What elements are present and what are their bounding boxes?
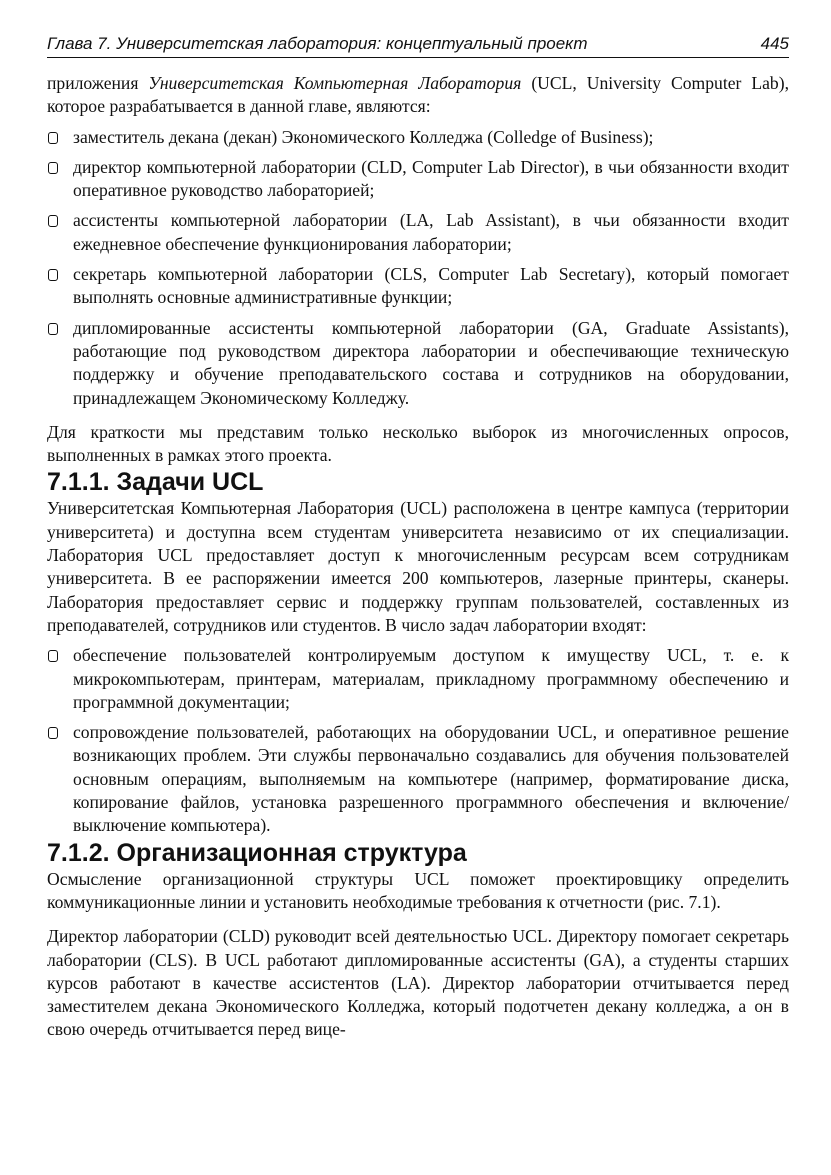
- checkbox-bullet-icon: [48, 215, 58, 227]
- section-heading-ucl-tasks: 7.1.1. Задачи UCL: [47, 468, 264, 497]
- checkbox-bullet-icon: [48, 323, 58, 335]
- brevity-paragraph: Для краткости мы представим только несколько выборок из многочисленных опросов, выполненных в рамках этого проекта.: [47, 421, 789, 466]
- roles-list: [47, 126, 789, 410]
- checkbox-bullet-icon: [48, 162, 58, 174]
- section-heading-org-structure: 7.1.2. Организационная структура: [47, 838, 467, 867]
- list-item: [47, 644, 789, 714]
- ucl-tasks-paragraph: Университетская Компьютерная Лаборатория (UCL) расположена в центре кампуса (территории университета) и доступна всем студентам университета независимо от их специализации. Лаборатория UCL предоставляет доступ к многочисленным ресурсам всем сотрудникам университета. В ее распоряжении имеется 200 компьютеров, лазерные принтеры, сканеры. Лаборатория предоставляет сервис и поддержку группам пользователей, составленных из преподавателей, сотрудников или студентов. В число задач лаборатории входят:: [47, 498, 789, 635]
- tasks-list: [47, 644, 789, 837]
- checkbox-bullet-icon: [48, 132, 58, 144]
- intro-text-end: (UCL, University Computer Lab), которое разрабатывается в данной главе, являются:: [47, 73, 789, 117]
- org-structure-paragraph: Осмысление организационной структуры UCL поможет проектировщику определить коммуникационные линии и установить необходимые требования к отчетности (рис. 7.1).: [47, 868, 789, 912]
- intro-text-start: приложения: [47, 73, 149, 93]
- list-item: [47, 721, 789, 837]
- list-item: [47, 263, 789, 310]
- list-item-text: заместитель декана (декан) Экономического Колледжа (Colledge of Business);: [73, 126, 654, 147]
- checkbox-bullet-icon: [48, 727, 58, 739]
- list-item-text: ассистенты компьютерной лаборатории (LA, Lab Assistant), в чьи обязанности входит ежедневное обеспечение функционирования лаборатории;: [73, 210, 789, 254]
- chapter-title: Глава 7. Университетская лаборатория: концептуальный проект: [47, 34, 588, 53]
- book-page: [47, 34, 789, 1042]
- checkbox-bullet-icon: [48, 650, 58, 662]
- program-name: Университетская Компьютерная Лаборатория: [148, 73, 522, 93]
- list-item: [47, 126, 789, 149]
- list-item-text: дипломированные ассистенты компьютерной лаборатории (GA, Graduate Assistants), работающие под руководством директора лаборатории и обеспечивающие техническую поддержку и обучение преподавательского состава и сотрудников на оборудовании, принадлежащем Экономическому Колледжу.: [73, 317, 789, 408]
- list-item-text: секретарь компьютерной лаборатории (CLS, Computer Lab Secretary), который помогает выполнять основные административные функции;: [73, 264, 789, 308]
- list-item-text: сопровождение пользователей, работающих на оборудовании UCL, и оперативное решение возникающих проблем. Эти службы первоначально создавались для обучения пользователей основным операциям, выполняемым на компьютере (например, форматирование диска, копирование файлов, установка разрешенного программного обеспечения и включение/выключение компьютера).: [73, 722, 789, 836]
- list-item: [47, 156, 789, 203]
- running-header: [47, 34, 789, 58]
- list-item: [47, 317, 789, 410]
- list-item-text: обеспечение пользователей контролируемым доступом к имуществу UCL, т. е. к микрокомпьютерам, принтерам, материалам, прикладному программному обеспечению и программной документации;: [73, 645, 789, 712]
- list-item: [47, 209, 789, 256]
- lab-director-paragraph: Директор лаборатории (CLD) руководит всей деятельностью UCL. Директору помогает секретарь лаборатории (CLS). В UCL работают дипломированные ассистенты (GA), а студенты старших курсов работают в качестве ассистентов (LA). Директор лаборатории отчитывается перед заместителем декана Экономического Колледжа, который подотчетен декану колледжа, а он в свою очередь отчитывается перед вице-: [47, 926, 789, 1040]
- page-body: [47, 72, 789, 1042]
- page-number: 445: [760, 34, 789, 53]
- list-item-text: директор компьютерной лаборатории (CLD, Computer Lab Director), в чьи обязанности входит оперативное руководство лабораторией;: [73, 156, 789, 201]
- intro-paragraph: [47, 72, 789, 119]
- checkbox-bullet-icon: [48, 269, 58, 281]
